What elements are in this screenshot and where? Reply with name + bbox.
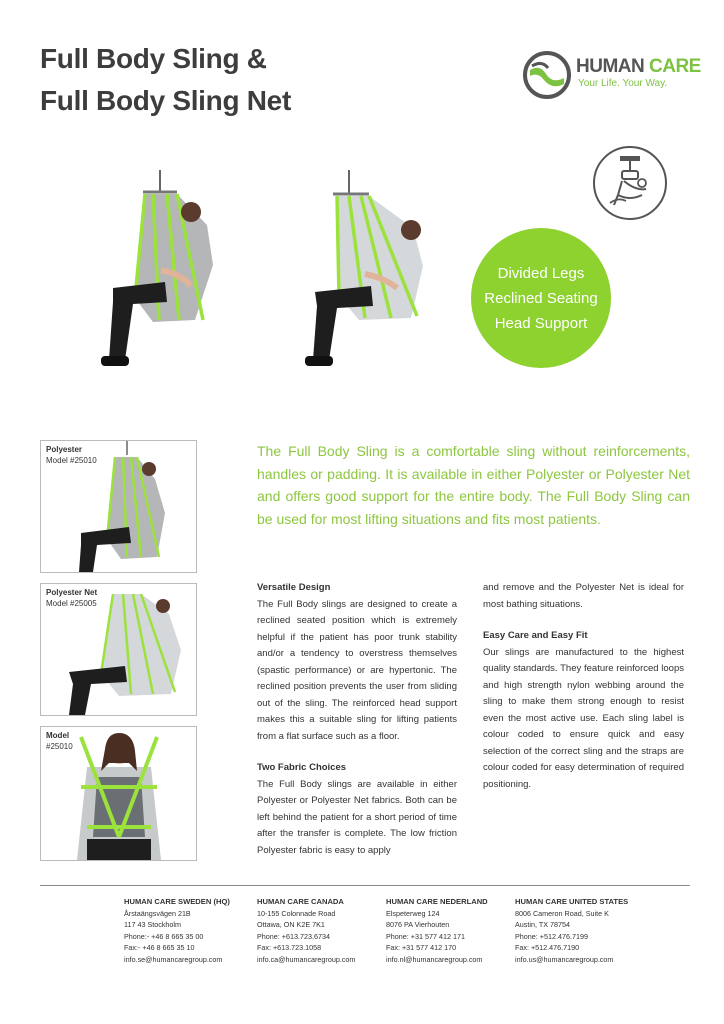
office-phone: Phone:- +46 8 665 35 00 (124, 931, 204, 941)
polyester-net-sling-photo (293, 170, 438, 380)
office-address: 8006 Cameron Road, Suite K (515, 908, 609, 918)
thumbnail-polyester-net (40, 583, 197, 716)
title-line-2: Full Body Sling Net (40, 85, 291, 116)
office-fax: Fax: +613.723.1058 (257, 943, 322, 952)
office-city: 8076 PA Vierhouten (386, 920, 450, 929)
office-phone: Phone: +512.476.7199 (515, 931, 588, 941)
office-phone: Phone: +31 577 412 171 (386, 931, 465, 941)
office-email[interactable]: info.nl@humancaregroup.com (386, 954, 483, 964)
feature-divided-legs: Divided Legs (497, 264, 585, 282)
paragraph-versatile-design: The Full Body slings are designed to create a reclined seated position which is extremely helpful if the patient has poor trunk stability and/or a tendency to overstress themselves (spastic performance) or are hypertonic. The reclined position prevents the user from sliding out of the sling. The reinforced head support makes this a suitable sling for lifting patients from a flat surface such as a floor. (257, 598, 457, 742)
human-care-logo (522, 48, 701, 104)
text-column-right (483, 580, 684, 808)
office-name: HUMAN CARE SWEDEN (HQ) (124, 897, 230, 906)
heading-easy-care: Easy Care and Easy Fit (483, 630, 588, 641)
office-city: 117 43 Stockholm (124, 920, 182, 929)
office-address: 10-155 Colonnade Road (257, 908, 336, 918)
paragraph-two-fabric-choices: The Full Body slings are available in either Polyester or Polyester Net fabrics. Both can be left behind the patient for a short period of time after the transfer is complete. The low friction Polyester fabric is easy to apply (257, 778, 457, 856)
office-address: Elspeterweg 124 (386, 908, 440, 918)
footer-office-united-states (515, 896, 628, 965)
thumbnail-label: Polyester Net Model #25005 (46, 588, 98, 608)
feature-head-support: Head Support (494, 314, 588, 332)
logo-wordmark: HUMAN CARE (576, 56, 701, 77)
office-fax: Fax:- +46 8 665 35 10 (124, 943, 195, 952)
thumbnail-label: Polyester Model #25010 (46, 445, 97, 465)
office-name: HUMAN CARE CANADA (257, 897, 344, 906)
office-phone: Phone: +613.723.6734 (257, 931, 330, 941)
office-email[interactable]: info.ca@humancaregroup.com (257, 954, 356, 964)
logo-mark-icon (522, 50, 572, 100)
polyester-sling-photo (95, 170, 225, 380)
patient-lift-icon (592, 145, 668, 221)
office-city: Ottawa, ON K2E 7K1 (257, 920, 325, 929)
title-line-1: Full Body Sling & (40, 43, 267, 74)
thumbnail-label: Model #25010 (46, 731, 73, 751)
footer-divider (40, 885, 690, 886)
office-name: HUMAN CARE NEDERLAND (386, 897, 488, 906)
footer-office-canada (257, 896, 355, 965)
office-fax: Fax: +31 577 412 170 (386, 943, 457, 952)
office-name: HUMAN CARE UNITED STATES (515, 897, 629, 906)
text-column-left (257, 580, 457, 874)
footer-office-nederland (386, 896, 488, 965)
office-city: Austin, TX 78754 (515, 920, 571, 929)
heading-versatile-design: Versatile Design (257, 582, 331, 593)
logo-tagline: Your Life. Your Way. (578, 78, 668, 89)
intro-paragraph: The Full Body Sling is a comfortable sling without reinforcements, handles or padding. It is available in either Polyester or Polyester Net and offers good support for the entire body. The Full Body Sling can be used for most lifting situations and fits most patients. (257, 443, 690, 527)
paragraph-fabric-continued: and remove and the Polyester Net is ideal for most bathing situations. (483, 582, 684, 610)
footer-office-sweden (124, 896, 230, 965)
page-title (40, 38, 291, 122)
thumbnail-polyester (40, 440, 197, 573)
office-email[interactable]: info.se@humancaregroup.com (124, 954, 223, 964)
thumbnail-model-front (40, 726, 197, 861)
paragraph-easy-care: Our slings are manufactured to the highest quality standards. They feature reinforced loops and high strength nylon webbing around the sling to make them strong enough to resist even the most active use. Each sling label is colour coded to ensure quick and easy selection of the correct sling and the straps are colour coded for easy determination of required positioning. (483, 646, 684, 790)
heading-two-fabric-choices: Two Fabric Choices (257, 762, 347, 773)
feature-circle (471, 228, 611, 368)
office-email[interactable]: info.us@humancaregroup.com (515, 954, 614, 964)
feature-reclined-seating: Reclined Seating (484, 289, 598, 307)
office-fax: Fax: +512.476.7190 (515, 943, 580, 952)
office-address: Årstaängsvägen 21B (124, 908, 191, 918)
